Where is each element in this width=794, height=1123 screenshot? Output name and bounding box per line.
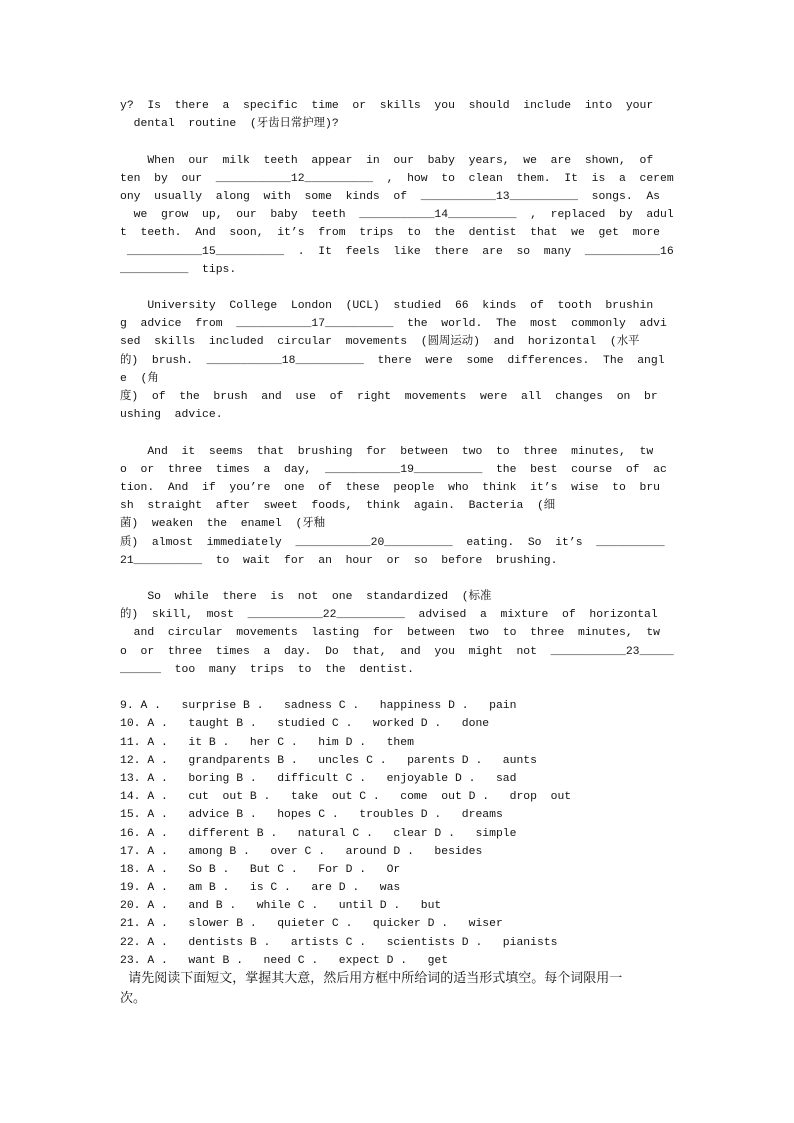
- text-line: 菌) weaken the enamel (牙釉: [120, 518, 326, 531]
- passage-paragraph-1: [120, 152, 680, 279]
- text-line: University College London (UCL) studied 66 kinds of tooth brushin: [120, 300, 654, 313]
- passage-paragraph-4: [120, 588, 680, 679]
- option-line-9: 9. A . surprise B . sadness C . happiness D . pain: [120, 700, 517, 713]
- text-line: y? Is there a specific time or skills you should include into your: [120, 100, 654, 112]
- text-line: 度) of the brush and use of right movements were all changes on br: [120, 391, 658, 403]
- text-line: 的) skill, most ___________22__________ advised a mixture of horizontal: [120, 609, 658, 622]
- text-line: __________ tips.: [120, 263, 237, 276]
- text-line: ______ too many trips to the dentist.: [120, 663, 414, 676]
- text-line: ten by our ___________12__________ , how to clean them. It is a cerem: [120, 172, 674, 185]
- option-line-11: 11. A . it B . her C . him D . them: [120, 736, 414, 749]
- text-line: sh straight after sweet foods, think again. Bacteria (细: [120, 500, 556, 513]
- text-line: g advice from ___________17__________ the world. The most commonly advi: [120, 318, 667, 331]
- text-line: and circular movements lasting for between two to three minutes, tw: [120, 627, 661, 640]
- option-line-14: 14. A . cut out B . take out C . come out D . drop out: [120, 791, 572, 804]
- text-line: ony usually along with some kinds of ___________13__________ songs. As: [120, 190, 661, 203]
- option-line-17: 17. A . among B . over C . around D . besides: [120, 845, 483, 858]
- option-line-18: 18. A . So B . But C . For D . Or: [120, 863, 401, 876]
- passage-paragraph-2: [120, 297, 680, 424]
- text-line: o or three times a day. Do that, and you might not ___________23_____: [120, 645, 674, 658]
- text-line: When our milk teeth appear in our baby years, we are shown, of: [120, 154, 654, 167]
- option-line-19: 19. A . am B . is C . are D . was: [120, 882, 401, 895]
- text-line: So while there is not one standardized (标准: [120, 591, 492, 604]
- passage-paragraph-3: [120, 443, 680, 570]
- text-line: 的) brush. ___________18__________ there were some differences. The angl: [120, 354, 665, 367]
- option-line-10: 10. A . taught B . studied C . worked D . done: [120, 718, 490, 731]
- text-line: And it seems that brushing for between two to three minutes, tw: [120, 445, 654, 458]
- text-line: t teeth. And soon, it’s from trips to the dentist that we get more: [120, 227, 661, 240]
- text-line: 21__________ to wait for an hour or so before brushing.: [120, 554, 558, 567]
- text-line: o or three times a day, ___________19__________ the best course of ac: [120, 463, 667, 476]
- option-line-16: 16. A . different B . natural C . clear D . simple: [120, 827, 517, 840]
- passage-intro: [120, 97, 680, 133]
- text-line: 质) almost immediately ___________20__________ eating. So it’s __________: [120, 536, 665, 549]
- option-line-23: 23. A . want B . need C . expect D . get: [120, 954, 449, 967]
- answer-options: [120, 697, 680, 970]
- text-line: ushing advice.: [120, 409, 223, 422]
- text-line: dental routine (牙齿日常护理)?: [120, 118, 339, 131]
- option-line-21: 21. A . slower B . quieter C . quicker D . wiser: [120, 918, 503, 931]
- text-line: tion. And if you’re one of these people who think it’s wise to bru: [120, 481, 661, 494]
- text-line: e (角: [120, 372, 159, 385]
- document-body: [120, 97, 680, 970]
- text-line: we grow up, our baby teeth ___________14__________ , replaced by adul: [120, 209, 674, 222]
- option-line-15: 15. A . advice B . hopes C . troubles D . dreams: [120, 809, 503, 822]
- option-line-13: 13. A . boring B . difficult C . enjoyable D . sad: [120, 772, 517, 785]
- text-line: ___________15__________ . It feels like there are so many ___________16: [120, 245, 674, 258]
- instruction-line: 请先阅读下面短文，掌握其大意，然后用方框中所给词的适当形式填空。每个词限用一: [120, 971, 623, 986]
- instruction-line: 次。: [120, 991, 147, 1006]
- section-instruction: [120, 969, 680, 1009]
- option-line-22: 22. A . dentists B . artists C . scientists D . pianists: [120, 936, 558, 949]
- text-line: sed skills included circular movements (圆周运动) and horizontal (水平: [120, 336, 640, 349]
- option-line-12: 12. A . grandparents B . uncles C . parents D . aunts: [120, 754, 537, 767]
- option-line-20: 20. A . and B . while C . until D . but: [120, 900, 442, 913]
